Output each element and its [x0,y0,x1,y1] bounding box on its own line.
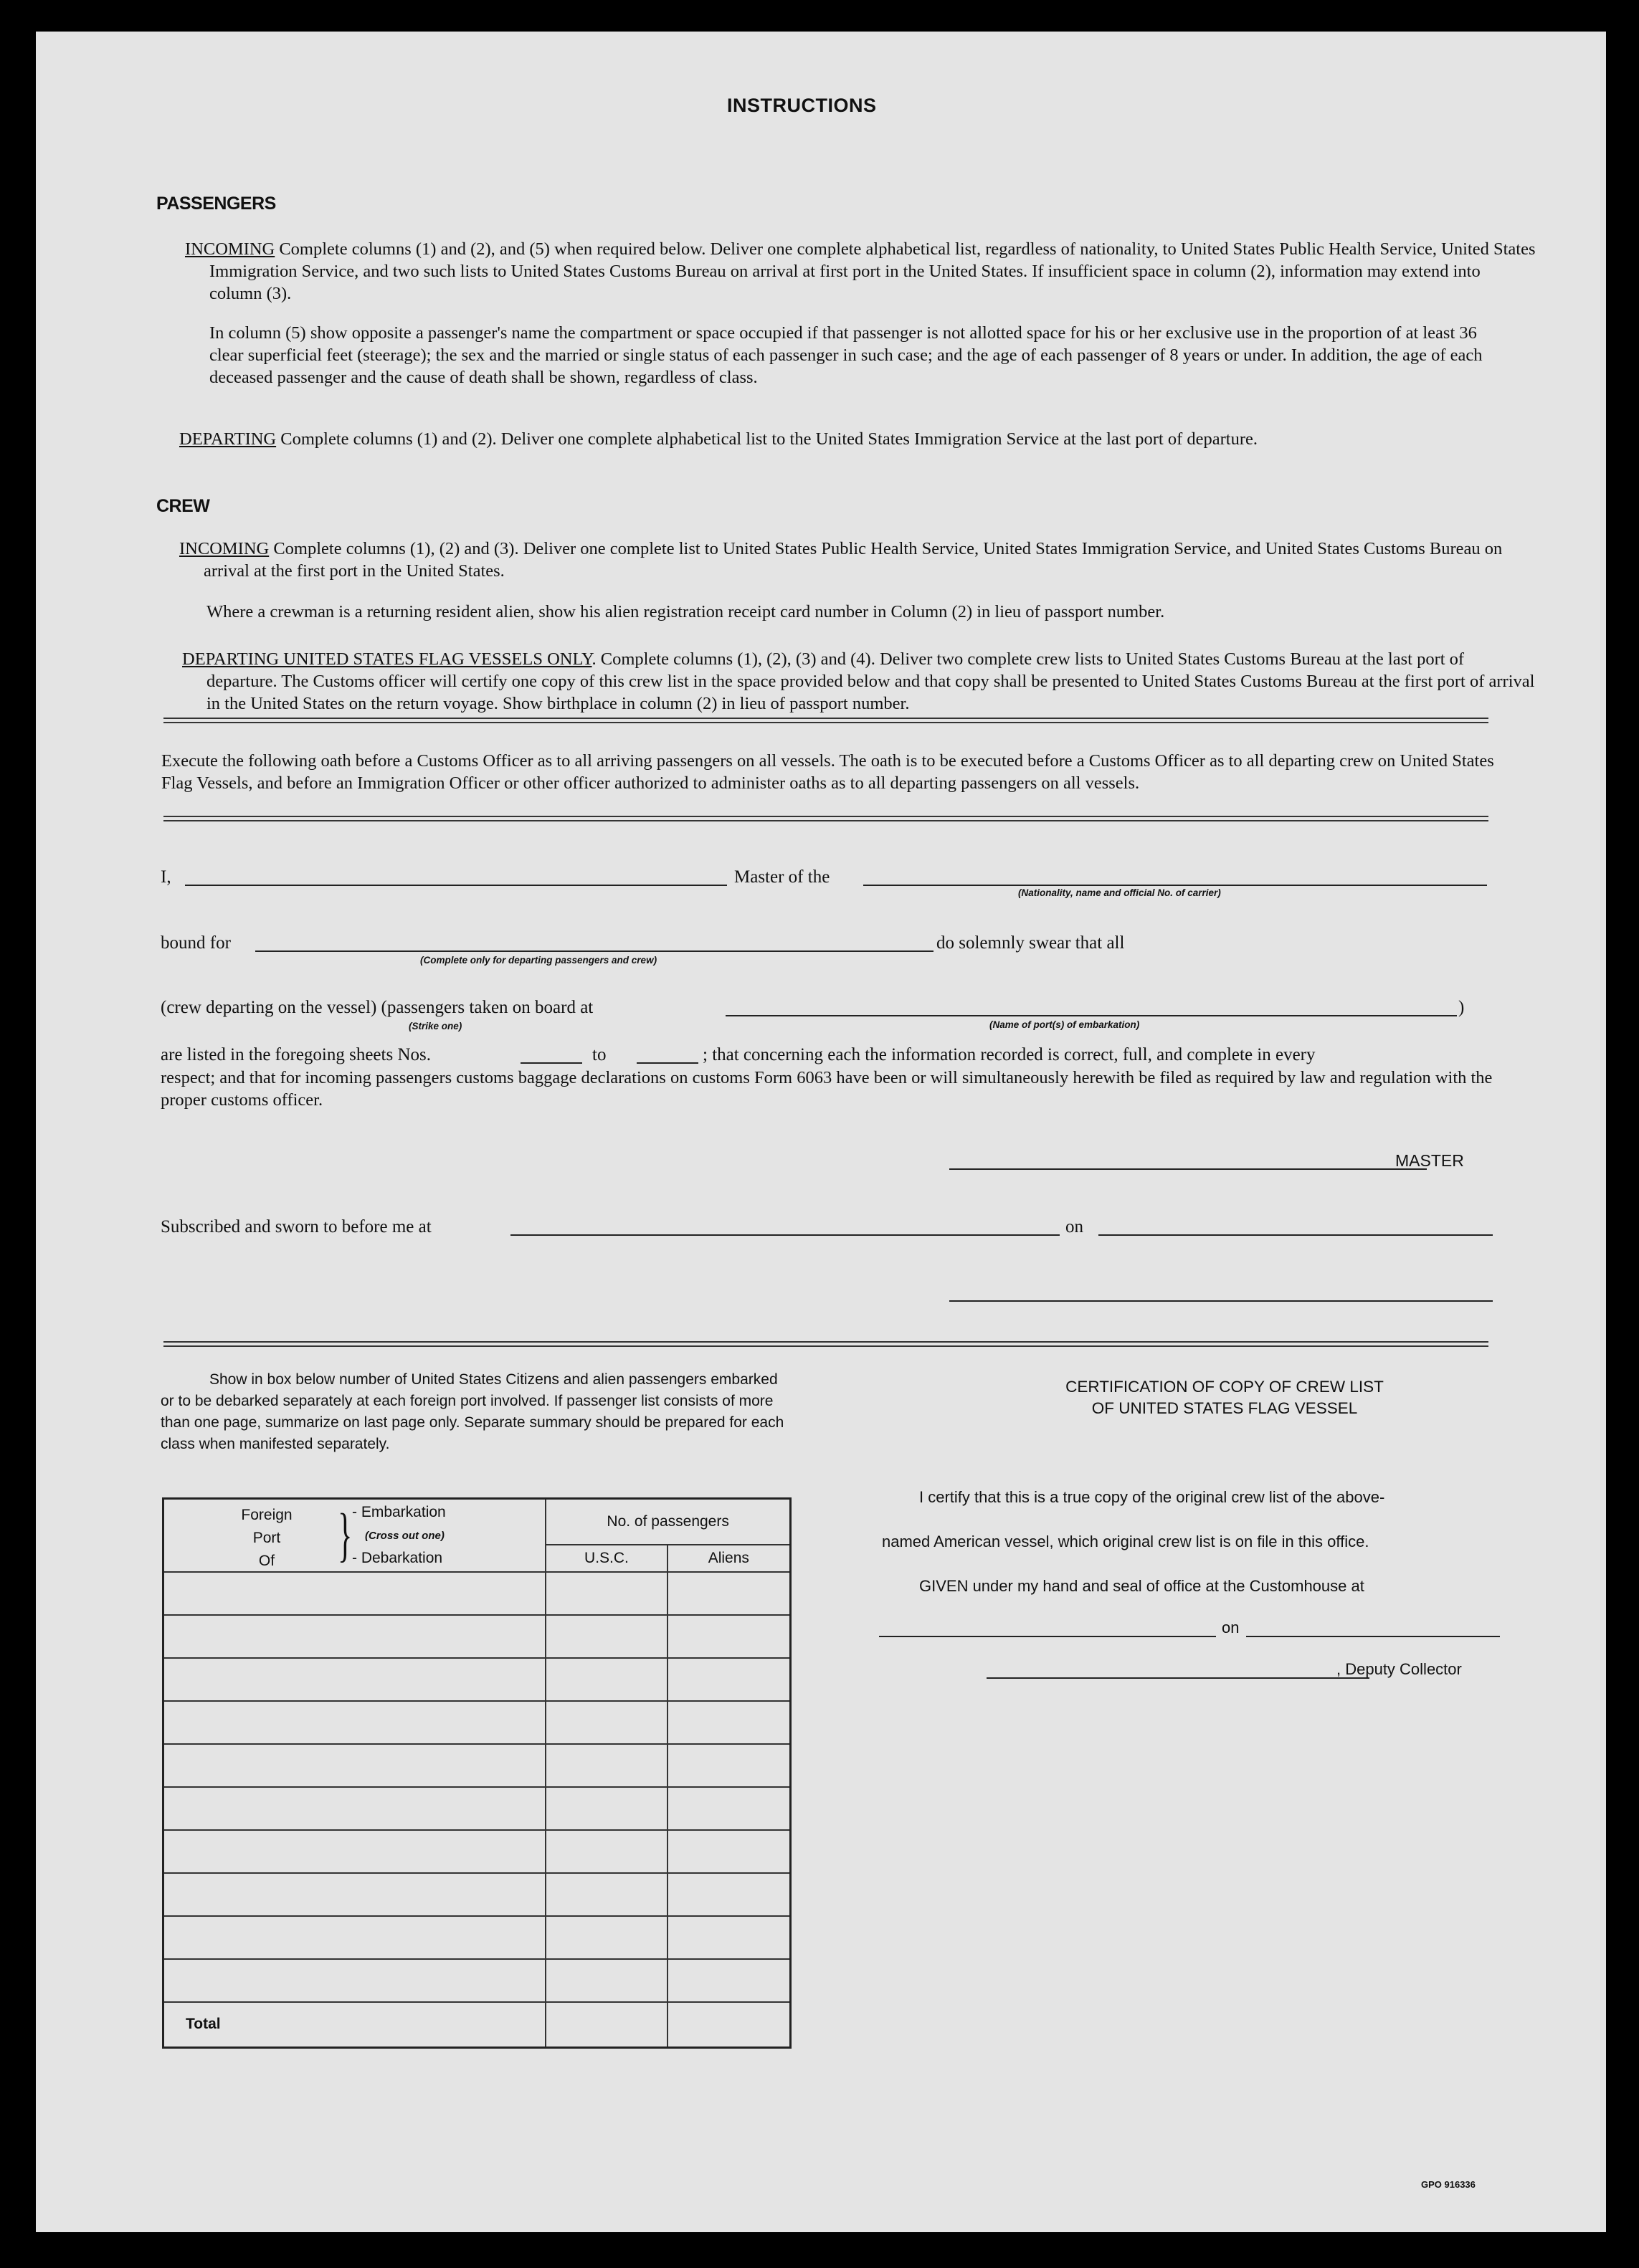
certify-line-1: I certify that this is a true copy of the original crew list of the above- [919,1488,1385,1506]
divider [163,1341,1488,1347]
certify-line-2: named American vessel, which original crew list is on file in this office. [882,1533,1369,1550]
port-cell[interactable] [163,1572,546,1615]
passengers-column5-paragraph: In column (5) show opposite a passenger's name the compartment or space occupied if that passenger is not allotted space for his or her exclusive use in the proportion of at least 36 clear superficial feet (steerage); the sex and the married or single status of each passenger in such case; and the age of each passenger of 8 years or under. In addition, the age of each deceased passenger and the cause of death shall be shown, regardless of class. [209,323,1483,387]
passengers-heading: PASSENGERS [156,194,276,214]
port-cell[interactable] [163,1787,546,1830]
port-cell[interactable] [163,1615,546,1658]
usc-cell[interactable] [546,1959,667,2002]
usc-cell[interactable] [546,1615,667,1658]
divider [163,816,1488,821]
port-label: Port [252,1530,281,1546]
crew-heading: CREW [156,496,210,516]
table-row [163,1787,791,1830]
crew-alien-paragraph: Where a crewman is a returning resident alien, show his alien registration receipt card number in Column (2) in lieu of passport number. [206,602,1165,621]
table-row [163,1873,791,1916]
carrier-line[interactable] [863,885,1487,886]
swear-text: do solemnly swear that all [936,933,1125,953]
master-of-the-label: Master of the [734,867,830,887]
aliens-cell[interactable] [668,1701,791,1744]
certification-heading-line-1: CERTIFICATION OF COPY OF CREW LIST [1065,1378,1384,1396]
customhouse-location-line[interactable] [879,1636,1216,1637]
table-row [163,1658,791,1701]
usc-cell[interactable] [546,1744,667,1787]
of-label: Of [258,1553,275,1569]
foreign-port-labels [227,1504,306,1573]
sworn-location-line[interactable] [510,1234,1060,1236]
certify-line-3: GIVEN under my hand and seal of office at the Customhouse at [919,1577,1364,1595]
sworn-date-line[interactable] [1098,1234,1493,1236]
no-passengers-header: No. of passengers [546,1499,790,1545]
port-hint: (Name of port(s) of embarkation) [989,1019,1140,1030]
aliens-cell[interactable] [668,1830,791,1873]
port-cell[interactable] [163,1916,546,1959]
carrier-hint: (Nationality, name and official No. of carrier) [1018,887,1221,898]
embarkation-port-line[interactable] [726,1015,1457,1016]
crew-incoming-label: INCOMING [179,539,270,558]
aliens-cell[interactable] [668,1615,791,1658]
deputy-collector-label: , Deputy Collector [1336,1660,1462,1678]
gpo-code: GPO 916336 [1421,2179,1476,2190]
aliens-cell[interactable] [668,1787,791,1830]
table-row [163,1744,791,1787]
embarkation-label: - Embarkation [352,1504,446,1520]
sworn-on-label: on [1065,1217,1083,1237]
certify-on-label: on [1222,1619,1240,1636]
oath-i-label: I, [161,867,171,887]
crew-departing-label: DEPARTING UNITED STATES FLAG VESSELS ONLY [182,649,592,669]
table-row [163,1615,791,1658]
usc-total-cell[interactable] [546,2002,667,2048]
close-paren: ) [1458,998,1465,1017]
passenger-summary-table [162,1497,792,2049]
usc-header: U.S.C. [546,1545,667,1572]
aliens-cell[interactable] [668,1959,791,2002]
deputy-signature-line[interactable] [987,1677,1369,1679]
aliens-cell[interactable] [668,1658,791,1701]
certification-heading-line-2: OF UNITED STATES FLAG VESSEL [1091,1399,1358,1417]
aliens-cell[interactable] [668,1916,791,1959]
passengers-departing-paragraph [179,428,1537,450]
aliens-cell[interactable] [668,1572,791,1615]
port-cell[interactable] [163,1873,546,1916]
port-cell[interactable] [163,1744,546,1787]
listed-text-a: are listed in the foregoing sheets Nos. [161,1045,431,1064]
bound-for-label: bound for [161,933,231,953]
sheet-to-line[interactable] [637,1062,698,1064]
master-name-line[interactable] [185,885,727,886]
bound-for-hint: (Complete only for departing passengers and crew) [420,955,657,966]
certify-date-line[interactable] [1246,1636,1500,1637]
aliens-header: Aliens [668,1545,791,1572]
divider [163,718,1488,723]
debarkation-label: - Debarkation [352,1550,443,1566]
officer-signature-line[interactable] [949,1300,1493,1302]
page-title: INSTRUCTIONS [727,95,877,116]
port-cell[interactable] [163,1701,546,1744]
sheet-from-line[interactable] [521,1062,582,1064]
usc-cell[interactable] [546,1916,667,1959]
passengers-incoming-label: INCOMING [185,239,275,259]
strike-one-hint: (Strike one) [409,1021,462,1031]
usc-cell[interactable] [546,1701,667,1744]
listed-text-b: ; that concerning each the information recorded is correct, full, and complete in every [703,1045,1316,1064]
certification-heading [923,1376,1526,1419]
bound-for-line[interactable] [255,950,933,952]
passengers-incoming-paragraph [185,238,1536,305]
port-cell[interactable] [163,1959,546,2002]
crew-departing-paragraph [182,648,1536,715]
crew-incoming-text: Complete columns (1), (2) and (3). Deliver one complete list to United States Public Health Service, United States Immigration Service, and United States Customs Bureau on arrival at the first port in the United States. [204,539,1503,581]
cross-out-label: (Cross out one) [365,1530,445,1542]
aliens-cell[interactable] [668,1744,791,1787]
table-row [163,1830,791,1873]
usc-cell[interactable] [546,1830,667,1873]
total-label: Total [186,2016,221,2033]
table-row [163,1572,791,1615]
total-label-cell [163,2002,546,2048]
foreign-port-header [163,1499,546,1572]
usc-cell[interactable] [546,1787,667,1830]
table-row [163,1916,791,1959]
master-label: MASTER [1395,1151,1464,1170]
aliens-cell[interactable] [668,1873,791,1916]
oath-intro: Execute the following oath before a Customs Officer as to all arriving passengers on all vessels. The oath is to be executed before a Customs Officer as to all departing crew on United States Flag Vessels, and before an Immigration Officer or other officer authorized to administer oaths as to all departing passengers on all vessels. [161,751,1494,793]
foreign-label: Foreign [241,1507,293,1523]
port-cell[interactable] [163,1830,546,1873]
listed-rest: respect; and that for incoming passengers customs baggage declarations on customs Form 6063 have been or will simultaneously herewith be filed as required by law and regulation with the proper customs officer. [161,1068,1493,1110]
master-signature-line[interactable] [949,1168,1427,1170]
passengers-incoming-text: Complete columns (1) and (2), and (5) when required below. Deliver one complete alphabetical list, regardless of nationality, to United States Public Health Service, United States Immigration Service, and two such lists to United States Customs Bureau on arrival at first port in the United States. If insufficient space in column (2), information may extend into column (3). [209,239,1536,303]
brace-icon: } [338,1502,353,1568]
form-sheet [36,32,1606,2232]
passengers-departing-label: DEPARTING [179,429,277,449]
crew-departing-text: . Complete columns (1), (2), (3) and (4). Deliver two complete crew lists to United States Customs Bureau at the last port of departure. The Customs officer will certify one copy of this crew list in the space provided below and that copy shall be presented to United States Customs Bureau at the first port of arrival in the United States on the return voyage. Show birthplace in column (2) in lieu of passport number. [206,649,1535,713]
port-cell[interactable] [163,1658,546,1701]
table-row [163,1959,791,2002]
listed-to: to [592,1045,607,1064]
usc-cell[interactable] [546,1873,667,1916]
usc-cell[interactable] [546,1658,667,1701]
subscribed-label: Subscribed and sworn to before me at [161,1217,432,1237]
passengers-departing-text: Complete columns (1) and (2). Deliver one complete alphabetical list to the United States Immigration Service at the last port of departure. [276,429,1258,449]
usc-cell[interactable] [546,1572,667,1615]
table-row [163,1701,791,1744]
aliens-total-cell[interactable] [668,2002,791,2048]
crew-passengers-text: (crew departing on the vessel) (passengers taken on board at [161,998,594,1017]
crew-incoming-paragraph [179,538,1536,582]
summary-note: Show in box below number of United States Citizens and alien passengers embarked or to be debarked separately at each foreign port involved. If passenger list consists of more than one page, summarize on last page only. Separate summary should be prepared for each class when manifested separately. [161,1371,784,1452]
total-row [163,2002,791,2048]
